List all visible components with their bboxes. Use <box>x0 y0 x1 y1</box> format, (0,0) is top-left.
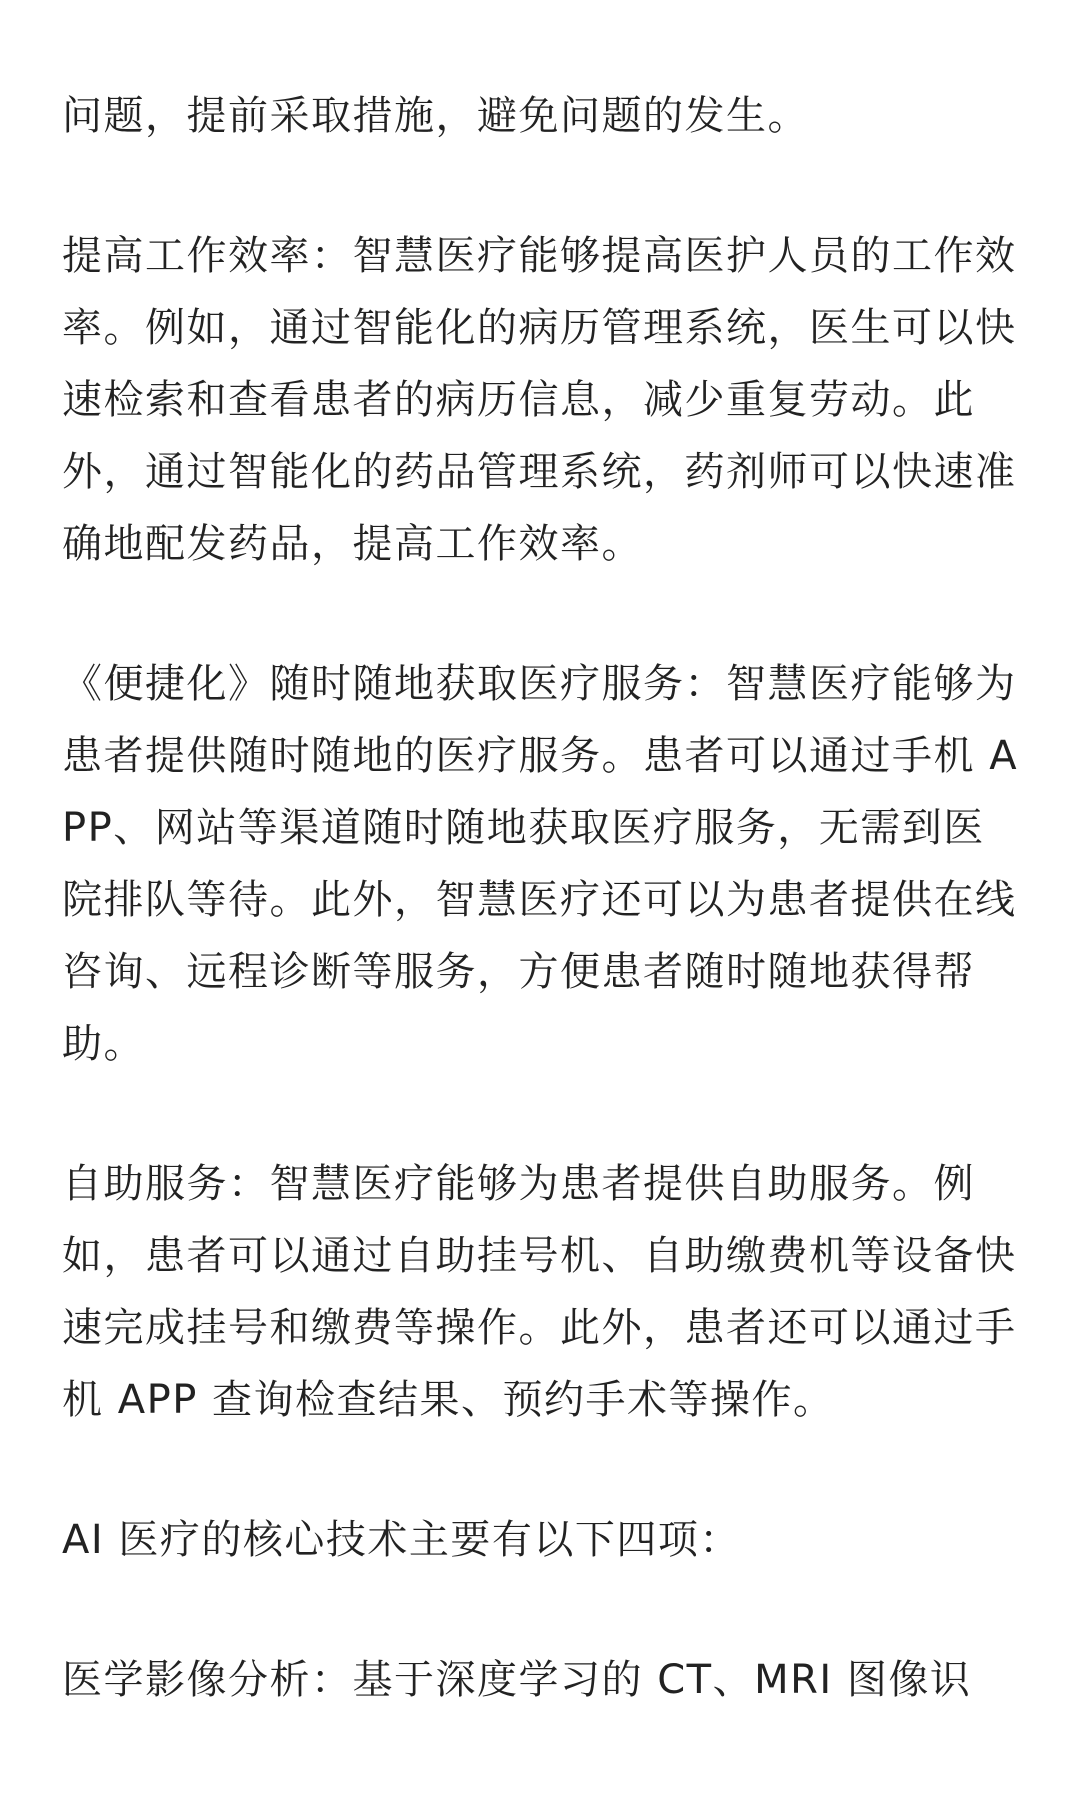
paragraph-convenience: 《便捷化》随时随地获取医疗服务：智慧医疗能够为患者提供随时随地的医疗服务。患者可以通过手机 APP、网站等渠道随时随地获取医疗服务，无需到医院排队等待。此外，智慧医疗还可以为患者提供在线咨询、远程诊断等服务，方便患者随时随地获得帮助。 <box>62 661 1019 1067</box>
paragraph-medical-imaging: 医学影像分析：基于深度学习的 CT、MRI 图像识 <box>62 1657 972 1703</box>
article-body <box>62 80 1022 1716</box>
paragraph-continuation: 问题，提前采取措施，避免问题的发生。 <box>62 93 809 139</box>
paragraph-core-tech-intro: AI 医疗的核心技术主要有以下四项： <box>62 1517 741 1563</box>
paragraph-work-efficiency: 提高工作效率：智慧医疗能够提高医护人员的工作效率。例如，通过智能化的病历管理系统，医生可以快速检索和查看患者的病历信息，减少重复劳动。此外，通过智能化的药品管理系统，药剂师可以快速准确地配发药品，提高工作效率。 <box>62 233 1017 567</box>
paragraph-self-service: 自助服务：智慧医疗能够为患者提供自助服务。例如，患者可以通过自助挂号机、自助缴费机等设备快速完成挂号和缴费等操作。此外，患者还可以通过手机 APP 查询检查结果、预约手术等操作。 <box>62 1161 1017 1423</box>
